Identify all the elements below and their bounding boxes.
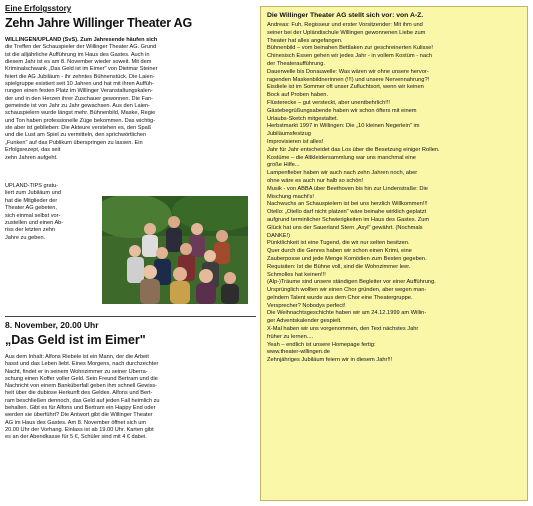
sidebar-line: Dauerwelle bis Donauwelle: Was wären wir ohne unsere hervor- — [267, 68, 429, 75]
sidebar-line: große Hilfe... — [267, 162, 300, 169]
article-line: gemeinde ist von Jahr zu Jahr gewachsen. Aus den Laien- — [5, 103, 150, 110]
sidebar-line: Ursprünglich wollten wir einen Chor gründen, aber wegen man- — [267, 287, 427, 294]
sidebar-line: Pünktlichkeit ist eine Tugend, die wir nur selten besitzen. — [267, 240, 410, 247]
sidebar-line: Bock auf Proben haben. — [267, 92, 329, 99]
sidebar-line: Jahr für Jahr entscheidet das Los über die Besetzung einiger Rollen. — [267, 146, 440, 153]
article-kicker: Eine Erfolgsstory — [5, 4, 72, 13]
sidebar-line: Eisdiele ist im Sommer oft unser Zufluchtsort, wenn wir keinen — [267, 84, 424, 91]
sidebar-line: Requisiten: Ist die Bühne voll, sind die Wohnzimmer leer. — [267, 263, 411, 270]
article-line: der und in den Herzen ihrer Zuschauer gewonnen. Die Fan- — [5, 95, 154, 102]
event-date: 8. November, 20.00 Uhr — [5, 320, 99, 330]
event-body — [5, 354, 256, 442]
sidebar-line: Mischung macht's! — [267, 193, 314, 200]
sidebar-line: seiner bei der Upländischule Willingen gewonnenen Liebe zum — [267, 29, 426, 36]
sidebar-line: Versprecher? Nobodys perfect! — [267, 302, 346, 309]
sidebar-line: Andreas: Fuh, Regisseur und erster Vorsitzender: Mit ihm und — [267, 22, 423, 28]
event-line: schung einen Koffer voller Geld. Sein Freund Bertram und die — [5, 375, 158, 382]
article-line: zustellen und einen Ab- — [5, 219, 64, 226]
article-line: und die Lust am Spiel zu vermitteln, den sprichwörtlichen — [5, 132, 147, 139]
article-line: feiert die AG Jubiläum - ihr zehntes Bühnenstück. Die Laien- — [5, 73, 155, 80]
section-divider — [5, 316, 256, 317]
article-line: rungen einen festen Platz im Willinger Veranstaltungskalen- — [5, 88, 153, 95]
sidebar-line: früher zu lernen.... — [267, 333, 314, 340]
sidebar-line: (Alp-)Träume sind unsere ständigen Begleiter vor einer Aufführung. — [267, 279, 436, 286]
sidebar-line: Lampenfieber haben wir auch nach zehn Jahren noch, aber — [267, 170, 418, 177]
group-photo — [102, 196, 248, 304]
article-line: die Treffen der Schauspieler der Willinger Theater AG. Grund — [5, 44, 157, 51]
event-line: 20.00 Uhr der Vorhang. Einlass ist ab 19.00 Uhr. Karten gibt — [5, 426, 154, 433]
event-line: werden sie überführt? Die Antwort gibt die Willinger Theater — [5, 412, 153, 419]
sidebar-line: Jubiläumsfestzug — [267, 131, 311, 138]
sidebar-line: Otello: „Otello darf nicht platzen" wäre beinahe wirklich geplatzt — [267, 209, 427, 216]
sidebar-line: gelndem Talent wurde aus dem Chor eine Theatergruppe. — [267, 294, 413, 301]
sidebar-line: aufgrund terminlicher Schwierigkeiten im Haus des Gastes. Zum — [267, 216, 430, 223]
sidebar-line: Bühnenbild – vom beinahen Bettlaken zur geschreinerten Kulisse! — [267, 45, 433, 52]
article-line: liert zum Jubiläum und — [5, 190, 61, 197]
event-line: ram beschließen dennoch, das Geld auf jeden Fall heimlich zu — [5, 397, 160, 404]
sidebar-line: Glück hat uns der Sauerland Stern „Asyl" gewährt. (Nochmals — [267, 224, 423, 231]
sidebar-line: Yeah – endlich ist unsere Homepage fertig: — [267, 341, 376, 348]
sidebar-line: Flüsterecke – gut versteckt, aber unentbehrlich!!! — [267, 99, 390, 106]
sidebar-line: Chinesisch Essen gehen wir jedes Jahr - in vollem Kostüm - nach — [267, 53, 433, 60]
article-body — [5, 37, 256, 162]
sidebar-line: ohne wäre es auch nur halb so schön! — [267, 177, 364, 184]
sidebar-line: Musik - von ABBA über Beethoven bis hin zur Lindenstraße: Die — [267, 185, 428, 192]
sidebar-line: Zauberposse und jede Menge Komödien zum Besten gegeben. — [267, 255, 427, 262]
article-body-narrow — [5, 183, 100, 242]
article-line: hat die Mitglieder der — [5, 197, 58, 204]
sidebar-line: Kostüme – die Altkleidersammlung war uns manchmal eine — [267, 154, 416, 161]
article-title: Zehn Jahre Willinger Theater AG — [5, 16, 193, 30]
article-line: zehn Jahren aufgeht. — [5, 154, 58, 161]
sidebar-line: Nachwuchs an Schauspielern ist bei uns herzlich Willkommen!!! — [267, 201, 428, 208]
sidebar-line: www.theater-willingen.de — [267, 349, 330, 356]
article-line: UPLAND-TIPS gratu- — [5, 183, 59, 189]
article-line: „Funken" auf das Publikum überspringen zu lassen. Ein — [5, 139, 143, 146]
sidebar-line: Improvisieren ist alles! — [267, 138, 324, 145]
event-line: heit über die dubiose Herkunft des Geldes. Alfons und Bert- — [5, 390, 153, 397]
article-line: und Ton haben professionelle Züge bekommen. Das wichtig- — [5, 117, 156, 124]
sidebar-line: X-Mal haben wir uns vorgenommen, den Text nächstes Jahr — [267, 326, 419, 333]
sidebar-line: DANKE!) — [267, 232, 291, 239]
sidebar-line: Die Weihnachtsgeschichte haben wir am 24.12.1999 am Willin- — [267, 310, 427, 317]
sidebar-line: Herbstmarkt 1997 in Willingen: Die „10 kleinen Negerlein" im — [267, 123, 420, 130]
event-line: AG im Haus des Gastes. Am 8. November öffnet sich um — [5, 419, 147, 426]
sidebar-line: ragenden Maskenbildnerinnen (!!!) und unsere Nervennahrung?! — [267, 76, 430, 83]
event-line: Nachricht von einem Banküberfall geben ihm schnell Gewiss- — [5, 383, 158, 390]
article-line: ste aber ist geblieben: Die Akteure verstehen es, den Spaß — [5, 125, 152, 132]
article-line: diesem Jahr ist es am 8. November wieder soweit. Mit dem — [5, 59, 152, 66]
event-line: hasst und das Leben liebt. Eines Morgens, nach durchzechter — [5, 361, 159, 368]
article-line: WILLINGEN/UPLAND (SvS). Zum Jahresende häufen sich — [5, 37, 158, 43]
sidebar-line: der Theateraufführung. — [267, 60, 325, 67]
sidebar-line: Gästebegrüßungsabende haben wir schon öfters mit einem — [267, 107, 417, 114]
sidebar-body — [267, 22, 523, 373]
article-line: Theater AG gebeten, — [5, 205, 57, 212]
article-line: Erfolgsrezept, das seit — [5, 147, 61, 154]
article-line: sich einmal selbst vor- — [5, 212, 61, 219]
sidebar-heading: Die Willinger Theater AG stellt sich vor: von A-Z. — [267, 12, 424, 19]
sidebar-line: Zehnjähriges Jubiläum feiern wir in diesem Jahr!!! — [267, 357, 393, 364]
sidebar-line: Urlaubs-Sketch mitgestaltet. — [267, 115, 339, 122]
sidebar-line: Quer durch die Genres haben wir schon einen Krimi, eine — [267, 248, 412, 255]
event-line: behalten. Gibt es für Alfons und Bertram ein Happy End oder — [5, 405, 156, 412]
article-line: ist die alljährliche Aufführung im Haus des Gastes. Auch in — [5, 51, 150, 58]
sidebar-line: Theater hat alles angefangen. — [267, 37, 343, 44]
event-line: Nacht, findet er in seinem Wohnzimmer zu seiner Überra- — [5, 368, 148, 375]
event-line: es an der Abendkasse für 5 €, Schüler sind mit 4 € dabei. — [5, 434, 147, 441]
event-line: Aus dem Inhalt: Alfons Riebele ist ein Mann, der die Arbeit — [5, 354, 149, 360]
article-line: riss der letzten zehn — [5, 227, 56, 234]
group-photo-illustration — [102, 196, 248, 304]
article-line: Jahre zu geben. — [5, 234, 46, 241]
sidebar-line — [267, 365, 523, 373]
article-line: spielgruppe existiert seit 10 Jahren und hat mit ihren Auffüh- — [5, 81, 154, 88]
a-to-z-sidebar — [260, 6, 528, 501]
article-line: Kriminalschwank „Das Geld ist im Eimer" von Dietmar Steiner — [5, 66, 158, 73]
event-title: „Das Geld ist im Eimer" — [5, 333, 146, 347]
sidebar-line: Schmolles hat keinen!!! — [267, 271, 326, 278]
sidebar-line: ger Adventskalender gespielt. — [267, 318, 342, 325]
article-line: schauspielern wurde längst mehr. Bühnenbild, Maske, Regie — [5, 110, 156, 117]
